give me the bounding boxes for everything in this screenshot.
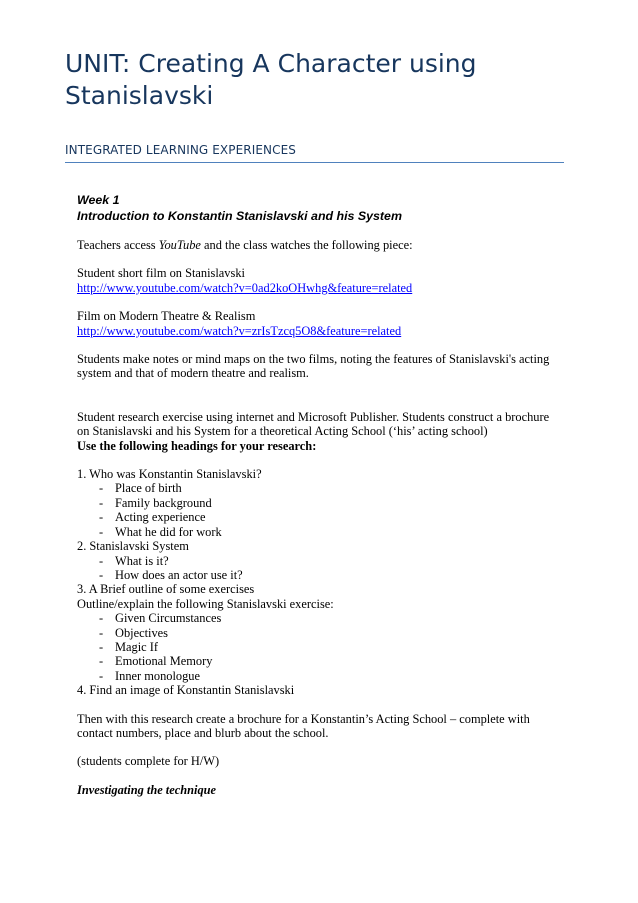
- section-2-heading: 2. Stanislavski System: [77, 539, 189, 554]
- week-title: Introduction to Konstantin Stanislavski and his System: [77, 209, 402, 223]
- list-item: - Magic If: [99, 640, 557, 654]
- intro-paragraph: [77, 238, 557, 252]
- intro-youtube: YouTube: [158, 238, 201, 252]
- film-1-link[interactable]: http://www.youtube.com/watch?v=0ad2koOHwhg&feature=related: [77, 280, 413, 295]
- film-1-label: Student short film on Stanislavski: [77, 266, 245, 281]
- section-3-subheading: Outline/explain the following Stanislavski exercise:: [77, 596, 334, 611]
- intro-after: and the class watches the following piece:: [200, 238, 413, 252]
- heading-divider: [65, 162, 564, 163]
- list-item: - How does an actor use it?: [99, 568, 557, 582]
- page-subtitle: INTEGRATED LEARNING EXPERIENCES: [65, 143, 296, 157]
- section-3-heading: 3. A Brief outline of some exercises: [77, 582, 255, 597]
- list-item: - Objectives: [99, 626, 557, 640]
- film-2-link[interactable]: http://www.youtube.com/watch?v=zrIsTzcq5O8&feature=related: [77, 323, 402, 338]
- list-item: - Given Circumstances: [99, 611, 557, 625]
- brochure-paragraph: Then with this research create a brochure for a Konstantin’s Acting School – complete with contact numbers, place and blurb about the school.: [77, 711, 530, 740]
- list-item: - Family background: [99, 496, 557, 510]
- section-1-heading: 1. Who was Konstantin Stanislavski?: [77, 467, 262, 482]
- section-1-list: [77, 481, 557, 539]
- research-paragraph: Student research exercise using internet and Microsoft Publisher. Students construct a brochure on Stanislavski and his System for a theoretical Acting School (‘his’ acting school): [77, 409, 550, 439]
- list-item: - Inner monologue: [99, 669, 557, 683]
- list-item: - What is it?: [99, 554, 557, 568]
- film-2-label: Film on Modern Theatre & Realism: [77, 309, 256, 324]
- research-headings-label: Use the following headings for your research:: [77, 438, 317, 453]
- list-item: - Place of birth: [99, 481, 557, 495]
- notes-paragraph: Students make notes or mind maps on the two films, noting the features of Stanislavski's acting system and that of modern theatre and realism.: [77, 352, 550, 381]
- document-body: [77, 192, 557, 797]
- next-section-heading: Investigating the technique: [77, 782, 217, 797]
- page-title: UNIT: Creating A Character using Stanislavski: [65, 49, 477, 110]
- section-4-heading: 4. Find an image of Konstantin Stanislavski: [77, 683, 295, 698]
- section-2-list: [77, 554, 557, 583]
- list-item: - What he did for work: [99, 525, 557, 539]
- homework-note: (students complete for H/W): [77, 754, 220, 769]
- week-label: Week 1: [77, 193, 120, 207]
- section-3-list: [77, 611, 557, 683]
- list-item: - Emotional Memory: [99, 654, 557, 668]
- list-item: - Acting experience: [99, 510, 557, 524]
- intro-before: Teachers access: [77, 238, 159, 252]
